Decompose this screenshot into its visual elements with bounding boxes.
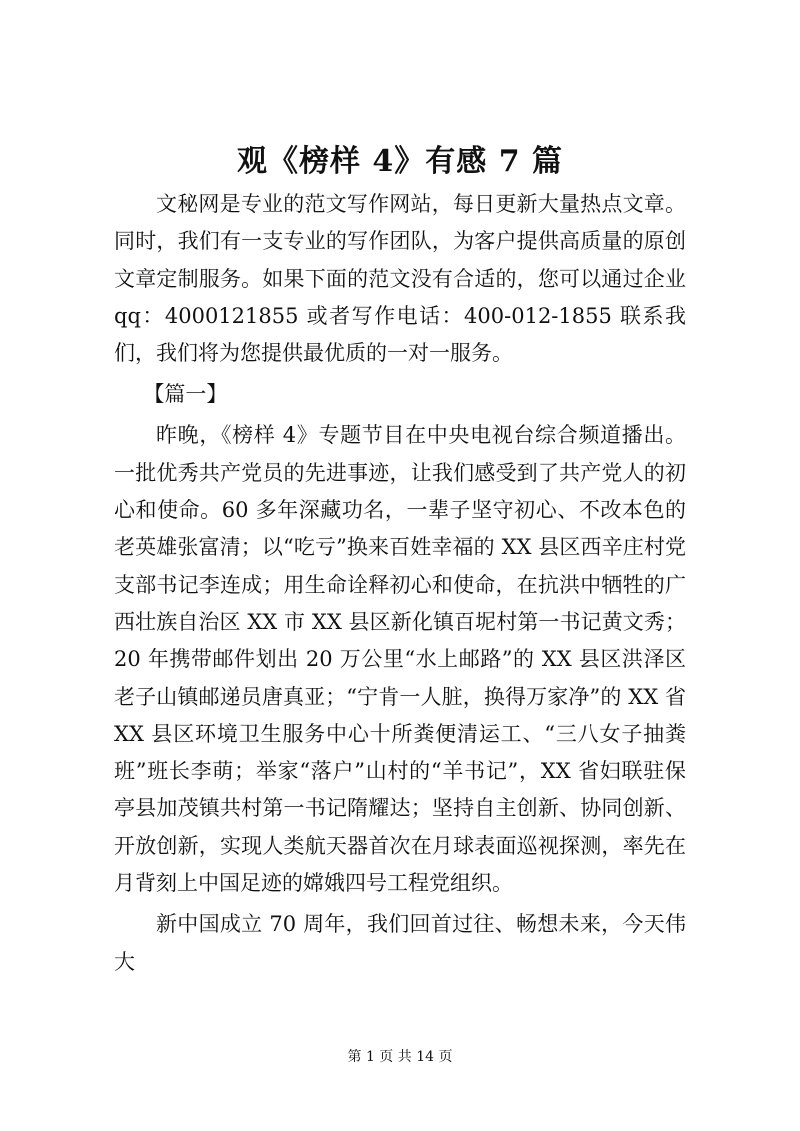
document-title: 观《榜样 4》有感 7 篇 [236,144,564,179]
document-body [114,186,686,981]
intro-paragraph: 文秘网是专业的范文写作网站，每日更新大量热点文章。同时，我们有一支专业的写作团队，为客户提供高质量的原创文章定制服务。如果下面的范文没有合适的，您可以通过企业 qq：4000121855 或者写作电话：400-012-1855 联系我们，我们将为您提供最优质的一对一服务。 [114,192,686,366]
body-paragraph-2: 新中国成立 70 周年，我们回首过往、畅想未来，今天伟大 [114,912,686,974]
section-heading: 【篇一】 [143,382,228,407]
body-paragraph-1: 昨晚，《榜样 4》专题节目在中央电视台综合频道播出。一批优秀共产党员的先进事迹，让我们感受到了共产党人的初心和使命。60 多年深藏功名，一辈子坚守初心、不改本色的老英雄张富清；以“吃亏”换来百姓幸福的 XX 县区西辛庄村党支部书记李连成；用生命诠释初心和使命，在抗洪中牺牲的广西壮族自治区 XX 市 XX 县区新化镇百坭村第一书记黄文秀；20 年携带邮件划出 20 万公里“水上邮路”的 XX 县区洪泽区老子山镇邮递员唐真亚；“宁肯一人脏，换得万家净”的 XX 省 XX 县区环境卫生服务中心十所粪便清运工、“三八女子抽粪班”班长李萌；举家“落户”山村的“羊书记”，XX 省妇联驻保亭县加茂镇共村第一书记隋耀达；坚持自主创新、协同创新、开放创新，实现人类航天器首次在月球表面巡视探测，率先在月背刻上中国足迹的嫦娥四号工程党组织。 [114,423,686,896]
page-footer: 第 1 页 共 14 页 [347,1049,453,1065]
